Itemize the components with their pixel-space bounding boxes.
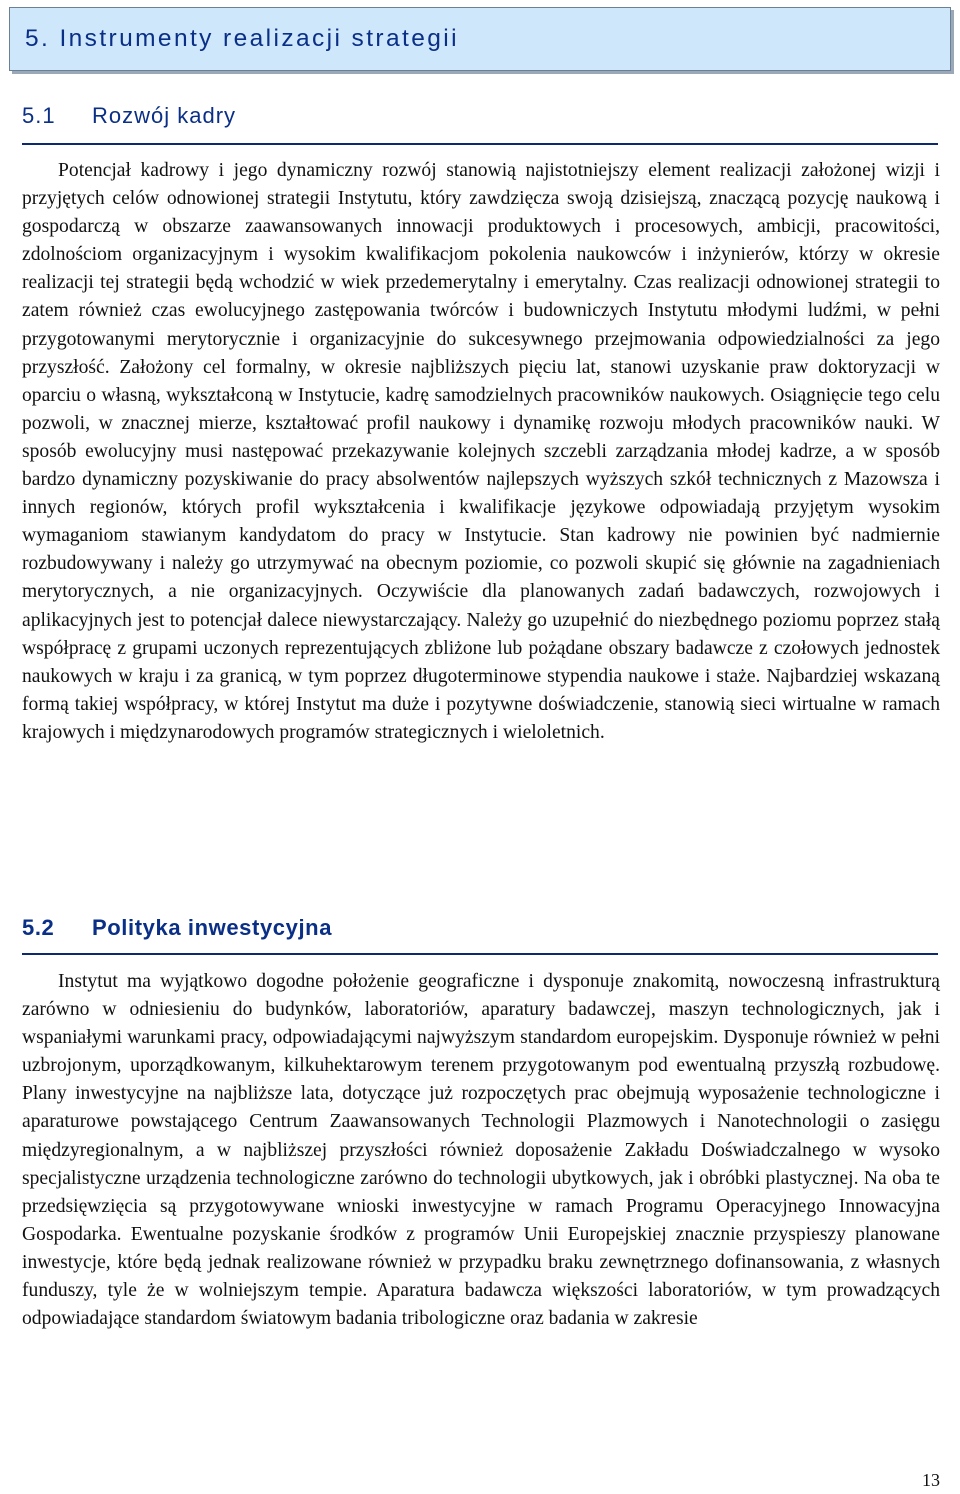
section-paragraph: Instytut ma wyjątkowo dogodne położenie geograficzne i dysponuje znakomitą, nowoczesną infrastrukturą zarówno w odniesieniu do budynków, laboratoriów, aparatury badawczej, maszyn technologicznych, jak i wspaniałymi warunkami pracy, odpowiadającymi najwyższym standardom europejskim. Dysponuje również w pełni uzbrojonym, uporządkowanym, kilkuhektarowym terenem przygotowanym pod ewentualną przyszłą rozbudowę. Plany inwestycyjne na najbliższe lata, dotyczące już rozpoczętych prac obejmują wyposażenie technologiczne i aparaturowe powstającego Centrum Zaawansowanych Technologii Plazmowych i Nanotechnologii o zasięgu międzyregionalnym, a w najbliższej przyszłości również doposażenie Zakładu Doświadczalnego w wysoko specjalistyczne urządzenia technologiczne zarówno do technologii ubytkowych, jak i obróbki plastycznej. Na oba te przedsięwzięcia są przygotowywane wnioski inwestycyjne w ramach Programu Operacyjnego Innowacyjna Gospodarka. Ewentualne pozyskanie środków z programów Unii Europejskiej znacznie przyspieszy planowane inwestycje, które będą jednak realizowane również w przypadku braku zewnętrznego dofinansowania, z własnych funduszy, tyle że w wolniejszym tempie. Aparatura badawcza większości laboratoriów, w tym prowadzących odpowiadające standardom światowym badania tribologiczne oraz badania w zakresie [22,971,940,1330]
chapter-title: 5. Instrumenty realizacji strategii [25,25,459,52]
section-paragraph: Potencjał kadrowy i jego dynamiczny rozwój stanowią najistotniejszy element realizacji założonej wizji i przyjętych celów odnowionej strategii Instytutu, który zawdzięcza swoją dzisiejszą, znaczącą pozycję naukową i gospodarczą w obszarze zaawansowanych innowacji produktowych i procesowych, ambicji, pracowitości, zdolnościom organizacyjnym i wysokim kwalifikacjom pokolenia naukowców i inżynierów, którzy w okresie realizacji tej strategii będą wchodzić w wiek przedemerytalny i emerytalny. Czas realizacji odnowionej strategii to zatem również czas ewolucyjnego zastępowania twórców i budowniczych Instytutu młodymi ludźmi, w pełni przygotowanymi merytorycznie i organizacyjnie do sukcesywnego przejmowania odpowiedzialności za jego przyszłość. Założony cel formalny, w okresie najbliższych pięciu lat, stanowi uzyskanie praw doktoryzacji w oparciu o własną, wykształconą w Instytucie, kadrę samodzielnych pracowników naukowych. Osiągnięcie tego celu pozwoli, w znacznej mierze, kształtować profil naukowy i dynamikę rozwoju młodych pracowników nauki. W sposób ewolucyjny musi następować przekazywanie kolejnych szczebli zarządzania młodej kadrze, a w sposób bardzo dynamiczny pozyskiwanie do pracy absolwentów najlepszych wyższych szkół technicznych z Mazowsza i innych regionów, których profil wykształcenia i kwalifikacje językowe odpowiadają przyjętym wysokim wymaganiom stawianym kandydatom do pracy w Instytucie. Stan kadrowy nie powinien być nadmiernie rozbudowywany i należy go utrzymywać na obecnym poziomie, co pozwoli skupić się głównie na zagadnieniach merytorycznych, a nie organizacyjnych. Oczywiście dla planowanych zadań badawczych, rozwojowych i aplikacyjnych jest to potencjał dalece niewystarczający. Należy go uzupełnić do niezbędnego poziomu poprzez stałą współpracę z grupami uczonych reprezentujących zbliżone lub pożądane obszary badawcze z czołowych jednostek naukowych w kraju i za granicą, w tym poprzez długoterminowe stypendia naukowe i staże. Najbardziej wskazaną formą takiej współpracy, w której Instytut ma duże i pozytywne doświadczenie, stanowią sieci wirtualne w ramach krajowych i międzynarodowych programów strategicznych i wieloletnich. [22,160,940,743]
section-divider [22,143,938,145]
section-title: Rozwój kadry [92,103,237,128]
section-heading-5-2 [22,915,332,941]
section-number: 5.1 [22,103,56,128]
chapter-header-box [9,7,951,71]
section-divider [22,953,938,955]
section-title: Polityka inwestycyjna [92,915,333,940]
page-number: 13 [922,1470,940,1490]
section-heading-5-1 [22,103,236,129]
section-number: 5.2 [22,915,55,940]
